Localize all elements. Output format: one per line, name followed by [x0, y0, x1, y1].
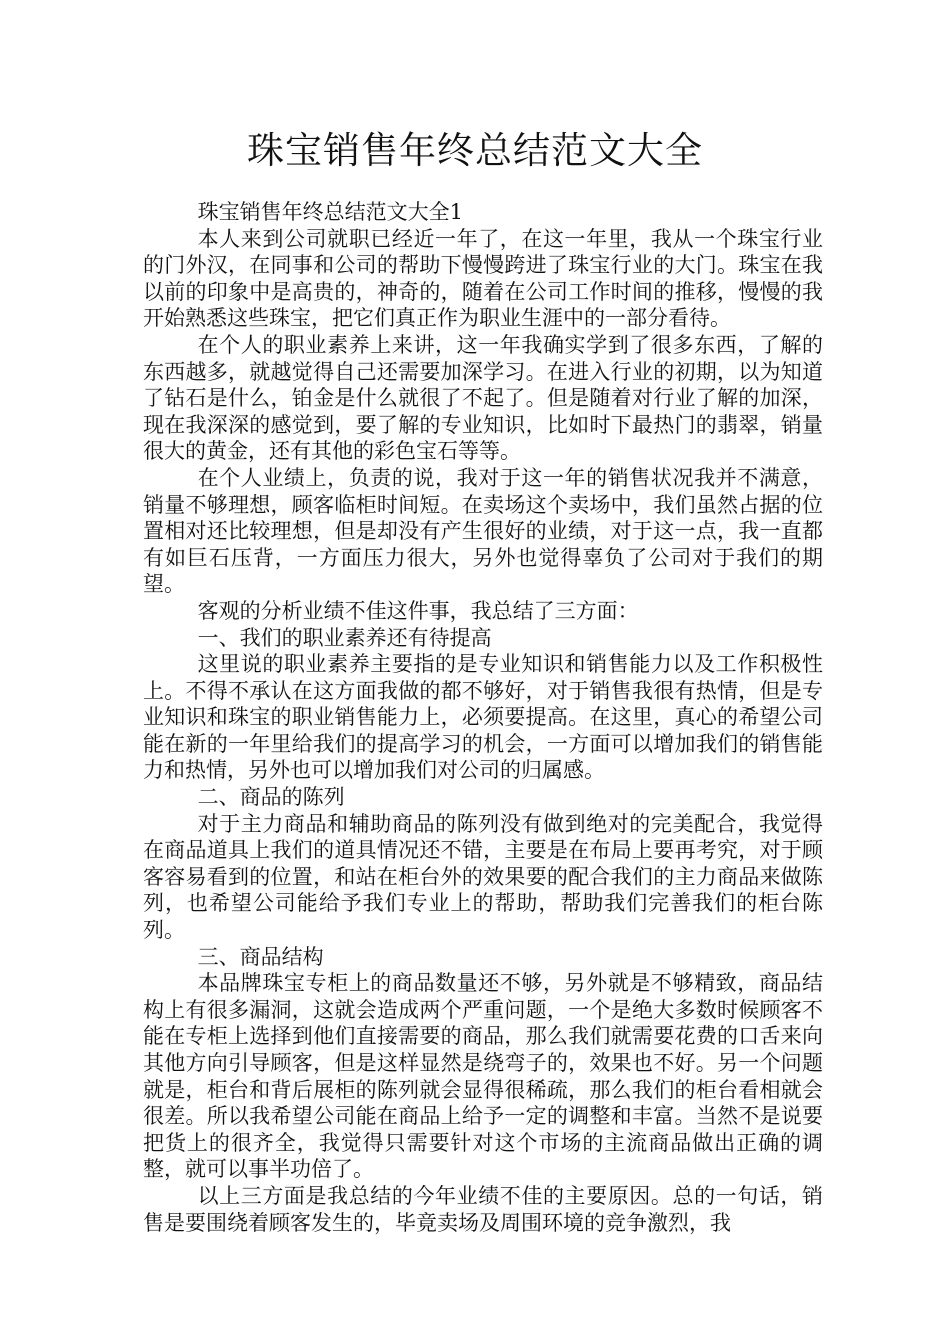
body-paragraph: 本品牌珠宝专柜上的商品数量还不够，另外就是不够精致，商品结构上有很多漏洞，这就会造成两个严重问题，一个是绝大多数时候顾客不能在专柜上选择到他们直接需要的商品，那么我们就需要花费的口舌来向其他方向引导顾客，但是这样显然是绕弯子的，效果也不好。另一个问题就是，柜台和背后展柜的陈列就会显得很稀疏，那么我们的柜台看相就会很差。所以我希望公司能在商品上给予一定的调整和丰富。当然不是说要把货上的很齐全，我觉得只需要针对这个市场的主流商品做出正确的调整，就可以事半功倍了。 — [143, 971, 823, 1182]
document-title: 珠宝销售年终总结范文大全 — [247, 129, 703, 172]
body-paragraph: 对于主力商品和辅助商品的陈列没有做到绝对的完美配合，我觉得在商品道具上我们的道具情况还不错，主要是在布局上要再考究，对于顾客容易看到的位置，和站在柜台外的效果要的配合我们的主力商品来做陈列，也希望公司能给予我们专业上的帮助，帮助我们完善我们的柜台陈列。 — [143, 811, 823, 943]
section-heading: 珠宝销售年终总结范文大全1 — [197, 200, 463, 224]
subheading: 二、商品的陈列 — [197, 785, 345, 810]
body-paragraph: 本人来到公司就职已经近一年了，在这一年里，我从一个珠宝行业的门外汉，在同事和公司的帮助下慢慢跨进了珠宝行业的大门。珠宝在我以前的印象中是高贵的，神奇的，随着在公司工作时间的推移，慢慢的我开始熟悉这些珠宝，把它们真正作为职业生涯中的一部分看待。 — [143, 226, 823, 331]
subheading: 一、我们的职业素养还有待提高 — [197, 625, 492, 650]
body-paragraph: 在个人业绩上，负责的说，我对于这一年的销售状况我并不满意，销量不够理想，顾客临柜时间短。在卖场这个卖场中，我们虽然占据的位置相对还比较理想，但是却没有产生很好的业绩，对于这一点，我一直都有如巨石压背，一方面压力很大，另外也觉得辜负了公司对于我们的期望。 — [143, 465, 823, 597]
document-body — [143, 199, 823, 1236]
body-paragraph: 客观的分析业绩不佳这件事，我总结了三方面： — [197, 598, 639, 623]
body-paragraph: 以上三方面是我总结的今年业绩不佳的主要原因。总的一句话，销售是要围绕着顾客发生的，毕竟卖场及周围环境的竞争激烈，我 — [143, 1183, 823, 1235]
body-paragraph: 在个人的职业素养上来讲，这一年我确实学到了很多东西，了解的东西越多，就越觉得自己还需要加深学习。在进入行业的初期，以为知道了钻石是什么，铂金是什么就很了不起了。但是随着对行业了解的加深，现在我深深的感觉到，要了解的专业知识，比如时下最热门的翡翠，销量很大的黄金，还有其他的彩色宝石等等。 — [143, 332, 823, 464]
subheading: 三、商品结构 — [197, 944, 324, 969]
body-paragraph: 这里说的职业素养主要指的是专业知识和销售能力以及工作积极性上。不得不承认在这方面我做的都不够好，对于销售我很有热情，但是专业知识和珠宝的职业销售能力上，必须要提高。在这里，真心的希望公司能在新的一年里给我们的提高学习的机会，一方面可以增加我们的销售能力和热情，另外也可以增加我们对公司的归属感。 — [143, 652, 823, 783]
